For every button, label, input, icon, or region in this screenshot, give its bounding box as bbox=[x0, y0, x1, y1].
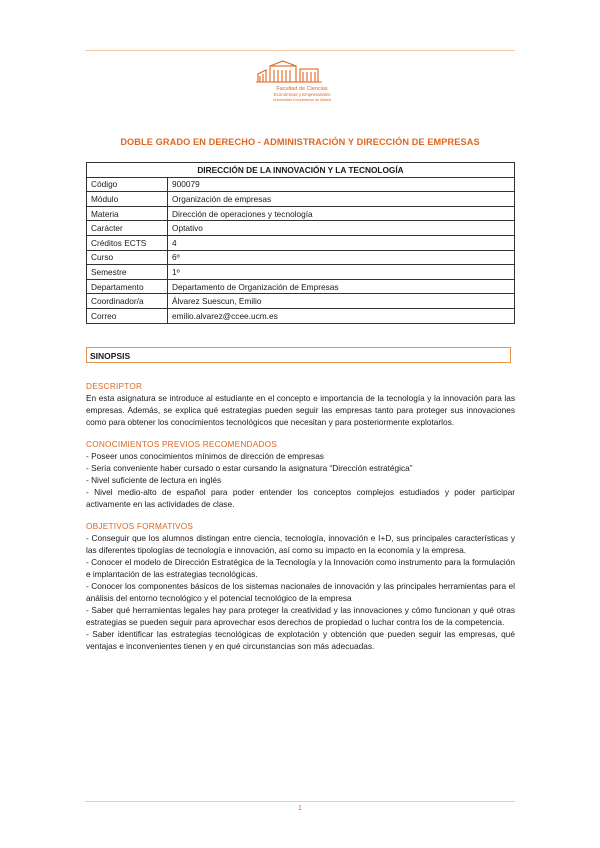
table-row bbox=[87, 177, 515, 192]
list-item: - Saber qué herramientas legales hay para proteger la creatividad y las innovaciones y cómo funcionan y qué otras estrategias se pueden seguir para aprovechar esos derechos de propiedad o luchar contra los de la competencia. bbox=[86, 605, 515, 627]
row-key: Coordinador/a bbox=[87, 294, 168, 309]
row-key: Correo bbox=[87, 308, 168, 323]
list-item: - Sería conveniente haber cursado o estar cursando la asignatura “Dirección estratégica” bbox=[86, 463, 413, 473]
footer-rule bbox=[85, 801, 515, 802]
descriptor-text: En esta asignatura se introduce al estudiante en el concepto e importancia de la tecnología y la innovación para las empresas. Además, se explica qué estrategias pueden seguir las empresas tanto para proteger sus innovaciones como para obtener los conocimientos tecnológicos que necesitan y para posteriormente explotarlos. bbox=[86, 393, 515, 427]
row-value: 900079 bbox=[168, 177, 515, 192]
list-item: - Conseguir que los alumnos distingan entre ciencia, tecnología, innovación e I+D, sus principales características y las diferentes tipologías de tecnología e innovación, así como su impacto en la economía y la empresa. bbox=[86, 533, 515, 555]
list-item: - Conocer los componentes básicos de los sistemas nacionales de innovación y las principales herramientas para el análisis del entorno tecnológico y el potencial tecnológico de la empresa bbox=[86, 581, 515, 603]
row-value: 1º bbox=[168, 265, 515, 280]
list-item: - Nivel medio-alto de español para poder entender los conceptos complejos estudiados y poder participar activamente en las actividades de clase. bbox=[86, 487, 515, 509]
subject-title-row bbox=[87, 163, 515, 178]
list-item: - Conocer el modelo de Dirección Estratégica de la Tecnología y la Innovación como instrumento para la formulación e implantación de las estrategias tecnológicas. bbox=[86, 557, 515, 579]
row-value: 6º bbox=[168, 250, 515, 265]
list-item: - Saber identificar las estrategias tecnológicas de explotación y obtención que pueden seguir las empresas, qué ventajas e inconvenientes tienen y en qué circunstancias son más adecuadas. bbox=[86, 629, 515, 651]
descriptor-title: DESCRIPTOR bbox=[86, 381, 143, 391]
row-key: Departamento bbox=[87, 279, 168, 294]
objectives-title: OBJETIVOS FORMATIVOS bbox=[86, 521, 194, 531]
table-row bbox=[87, 294, 515, 309]
table-row bbox=[87, 308, 515, 323]
list-item: - Poseer unos conocimientos mínimos de dirección de empresas bbox=[86, 451, 324, 461]
subject-title: DIRECCIÓN DE LA INNOVACIÓN Y LA TECNOLOGÍA bbox=[87, 163, 515, 178]
faculty-logo bbox=[250, 60, 350, 106]
subject-info-table bbox=[86, 162, 515, 324]
list-item: - Nivel suficiente de lectura en inglés bbox=[86, 475, 222, 485]
row-value: Dirección de operaciones y tecnología bbox=[168, 206, 515, 221]
row-key: Módulo bbox=[87, 192, 168, 207]
row-key: Código bbox=[87, 177, 168, 192]
svg-text:Económicas y Empresariales: Económicas y Empresariales bbox=[273, 92, 331, 97]
faculty-building-icon bbox=[250, 60, 350, 106]
row-key: Créditos ECTS bbox=[87, 235, 168, 250]
row-value: 4 bbox=[168, 235, 515, 250]
row-key: Carácter bbox=[87, 221, 168, 236]
sinopsis-content bbox=[86, 380, 515, 652]
svg-text:Facultad de Ciencias: Facultad de Ciencias bbox=[276, 86, 328, 92]
row-value: Organización de empresas bbox=[168, 192, 515, 207]
prerequisites-title: CONOCIMIENTOS PREVIOS RECOMENDADOS bbox=[86, 439, 278, 449]
table-row bbox=[87, 192, 515, 207]
table-row bbox=[87, 206, 515, 221]
row-key: Materia bbox=[87, 206, 168, 221]
table-row bbox=[87, 265, 515, 280]
table-row bbox=[87, 250, 515, 265]
row-value: Álvarez Suescun, Emilio bbox=[168, 294, 515, 309]
sinopsis-header: SINOPSIS bbox=[86, 347, 511, 363]
table-row bbox=[87, 235, 515, 250]
page-number: 1 bbox=[298, 805, 302, 812]
table-row bbox=[87, 279, 515, 294]
svg-text:Universidad Complutense de Mad: Universidad Complutense de Madrid bbox=[272, 98, 332, 102]
header-rule bbox=[85, 50, 515, 51]
row-value: Departamento de Organización de Empresas bbox=[168, 279, 515, 294]
degree-title: DOBLE GRADO EN DERECHO - ADMINISTRACIÓN Y DIRECCIÓN DE EMPRESAS bbox=[120, 137, 480, 147]
row-value: Optativo bbox=[168, 221, 515, 236]
row-key: Semestre bbox=[87, 265, 168, 280]
row-key: Curso bbox=[87, 250, 168, 265]
table-row bbox=[87, 221, 515, 236]
coordinator-email: emilio.alvarez@ccee.ucm.es bbox=[168, 308, 515, 323]
